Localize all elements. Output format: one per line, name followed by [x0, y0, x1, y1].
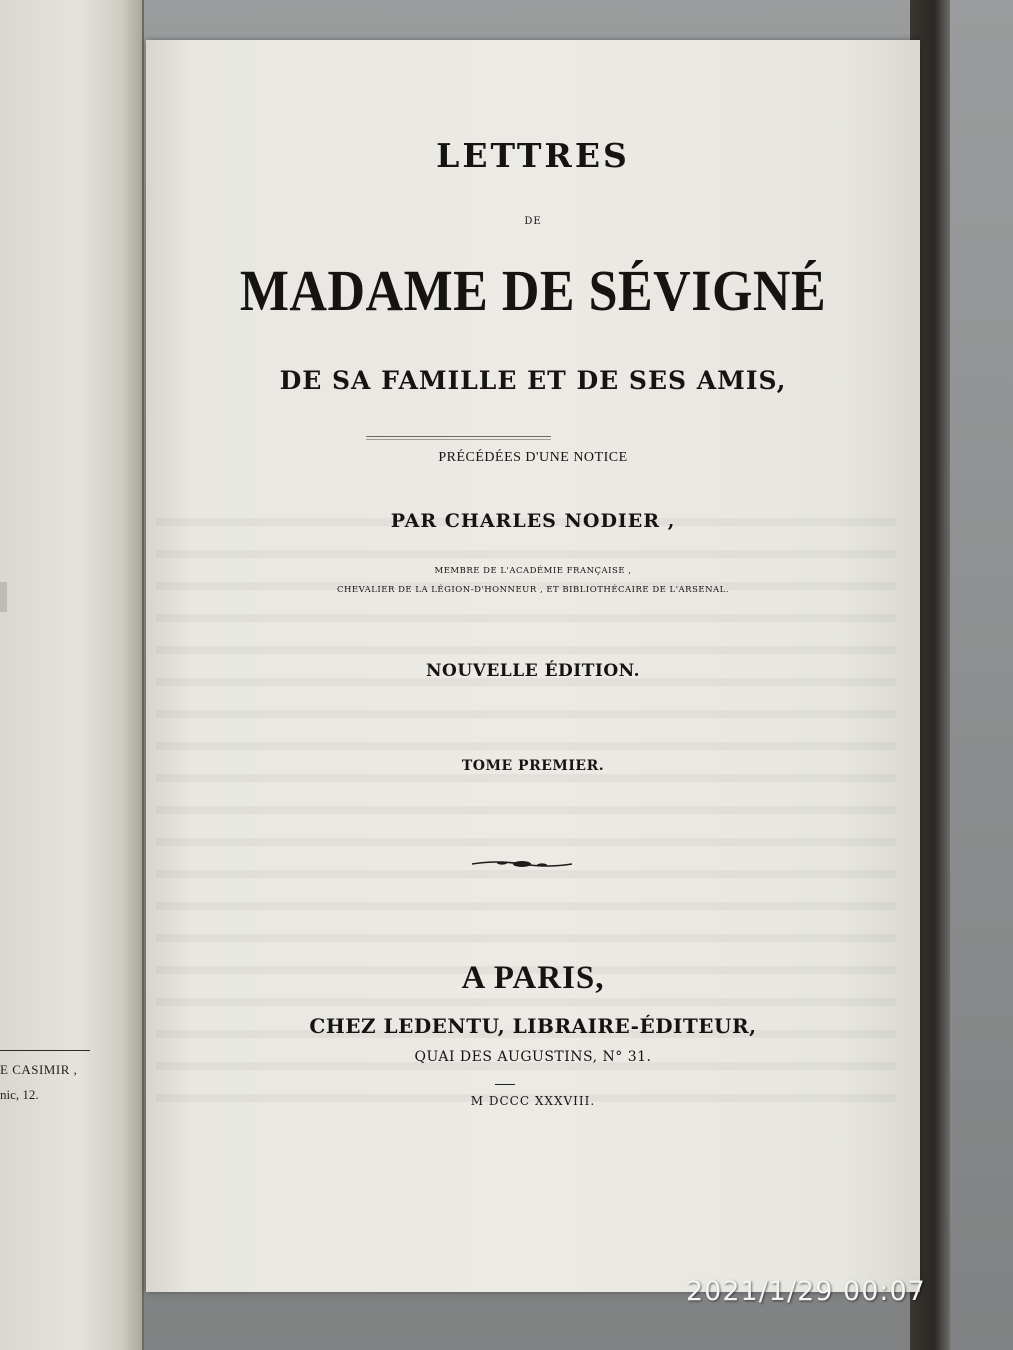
edition-label: NOUVELLE ÉDITION. [425, 661, 641, 681]
imprint-year: M DCCC XXXVIII. [470, 1094, 596, 1108]
double-rule [366, 436, 551, 440]
left-page [0, 0, 144, 1350]
left-page-line-2: nic, 12. [0, 1087, 39, 1102]
ornament-divider-icon [472, 856, 572, 872]
preceded-note: PRÉCÉDÉES D'UNE NOTICE [438, 450, 628, 465]
book-subtitle: DE SA FAMILLE ET DE SES AMIS, [279, 366, 787, 395]
volume-label: TOME PREMIER. [461, 758, 605, 774]
notice-author: PAR CHARLES NODIER , [390, 510, 676, 532]
author-name-heading: MADAME DE SÉVIGNÉ [239, 259, 827, 324]
left-page-line-1: E CASIMIR , [0, 1062, 78, 1077]
left-page-rule [0, 1050, 90, 1051]
book-title: LETTRES [436, 136, 630, 175]
photo-timestamp: 2021/1/29 00:07 [686, 1276, 926, 1307]
title-connector: DE [524, 216, 542, 227]
imprint-city: A PARIS, [461, 960, 605, 996]
imprint-rule [495, 1084, 515, 1085]
imprint-publisher: CHEZ LEDENTU, LIBRAIRE-ÉDITEUR, [309, 1014, 757, 1038]
left-page-mark [0, 582, 7, 612]
title-page [146, 40, 920, 1292]
imprint-address: QUAI DES AUGUSTINS, N° 31. [414, 1049, 652, 1065]
author-credential-2: CHEVALIER DE LA LÉGION-D'HONNEUR , ET BIBLIOTHÉCAIRE DE L'ARSENAL. [336, 585, 730, 595]
author-credential-1: MEMBRE DE L'ACADÉMIE FRANÇAISE , [434, 566, 632, 576]
